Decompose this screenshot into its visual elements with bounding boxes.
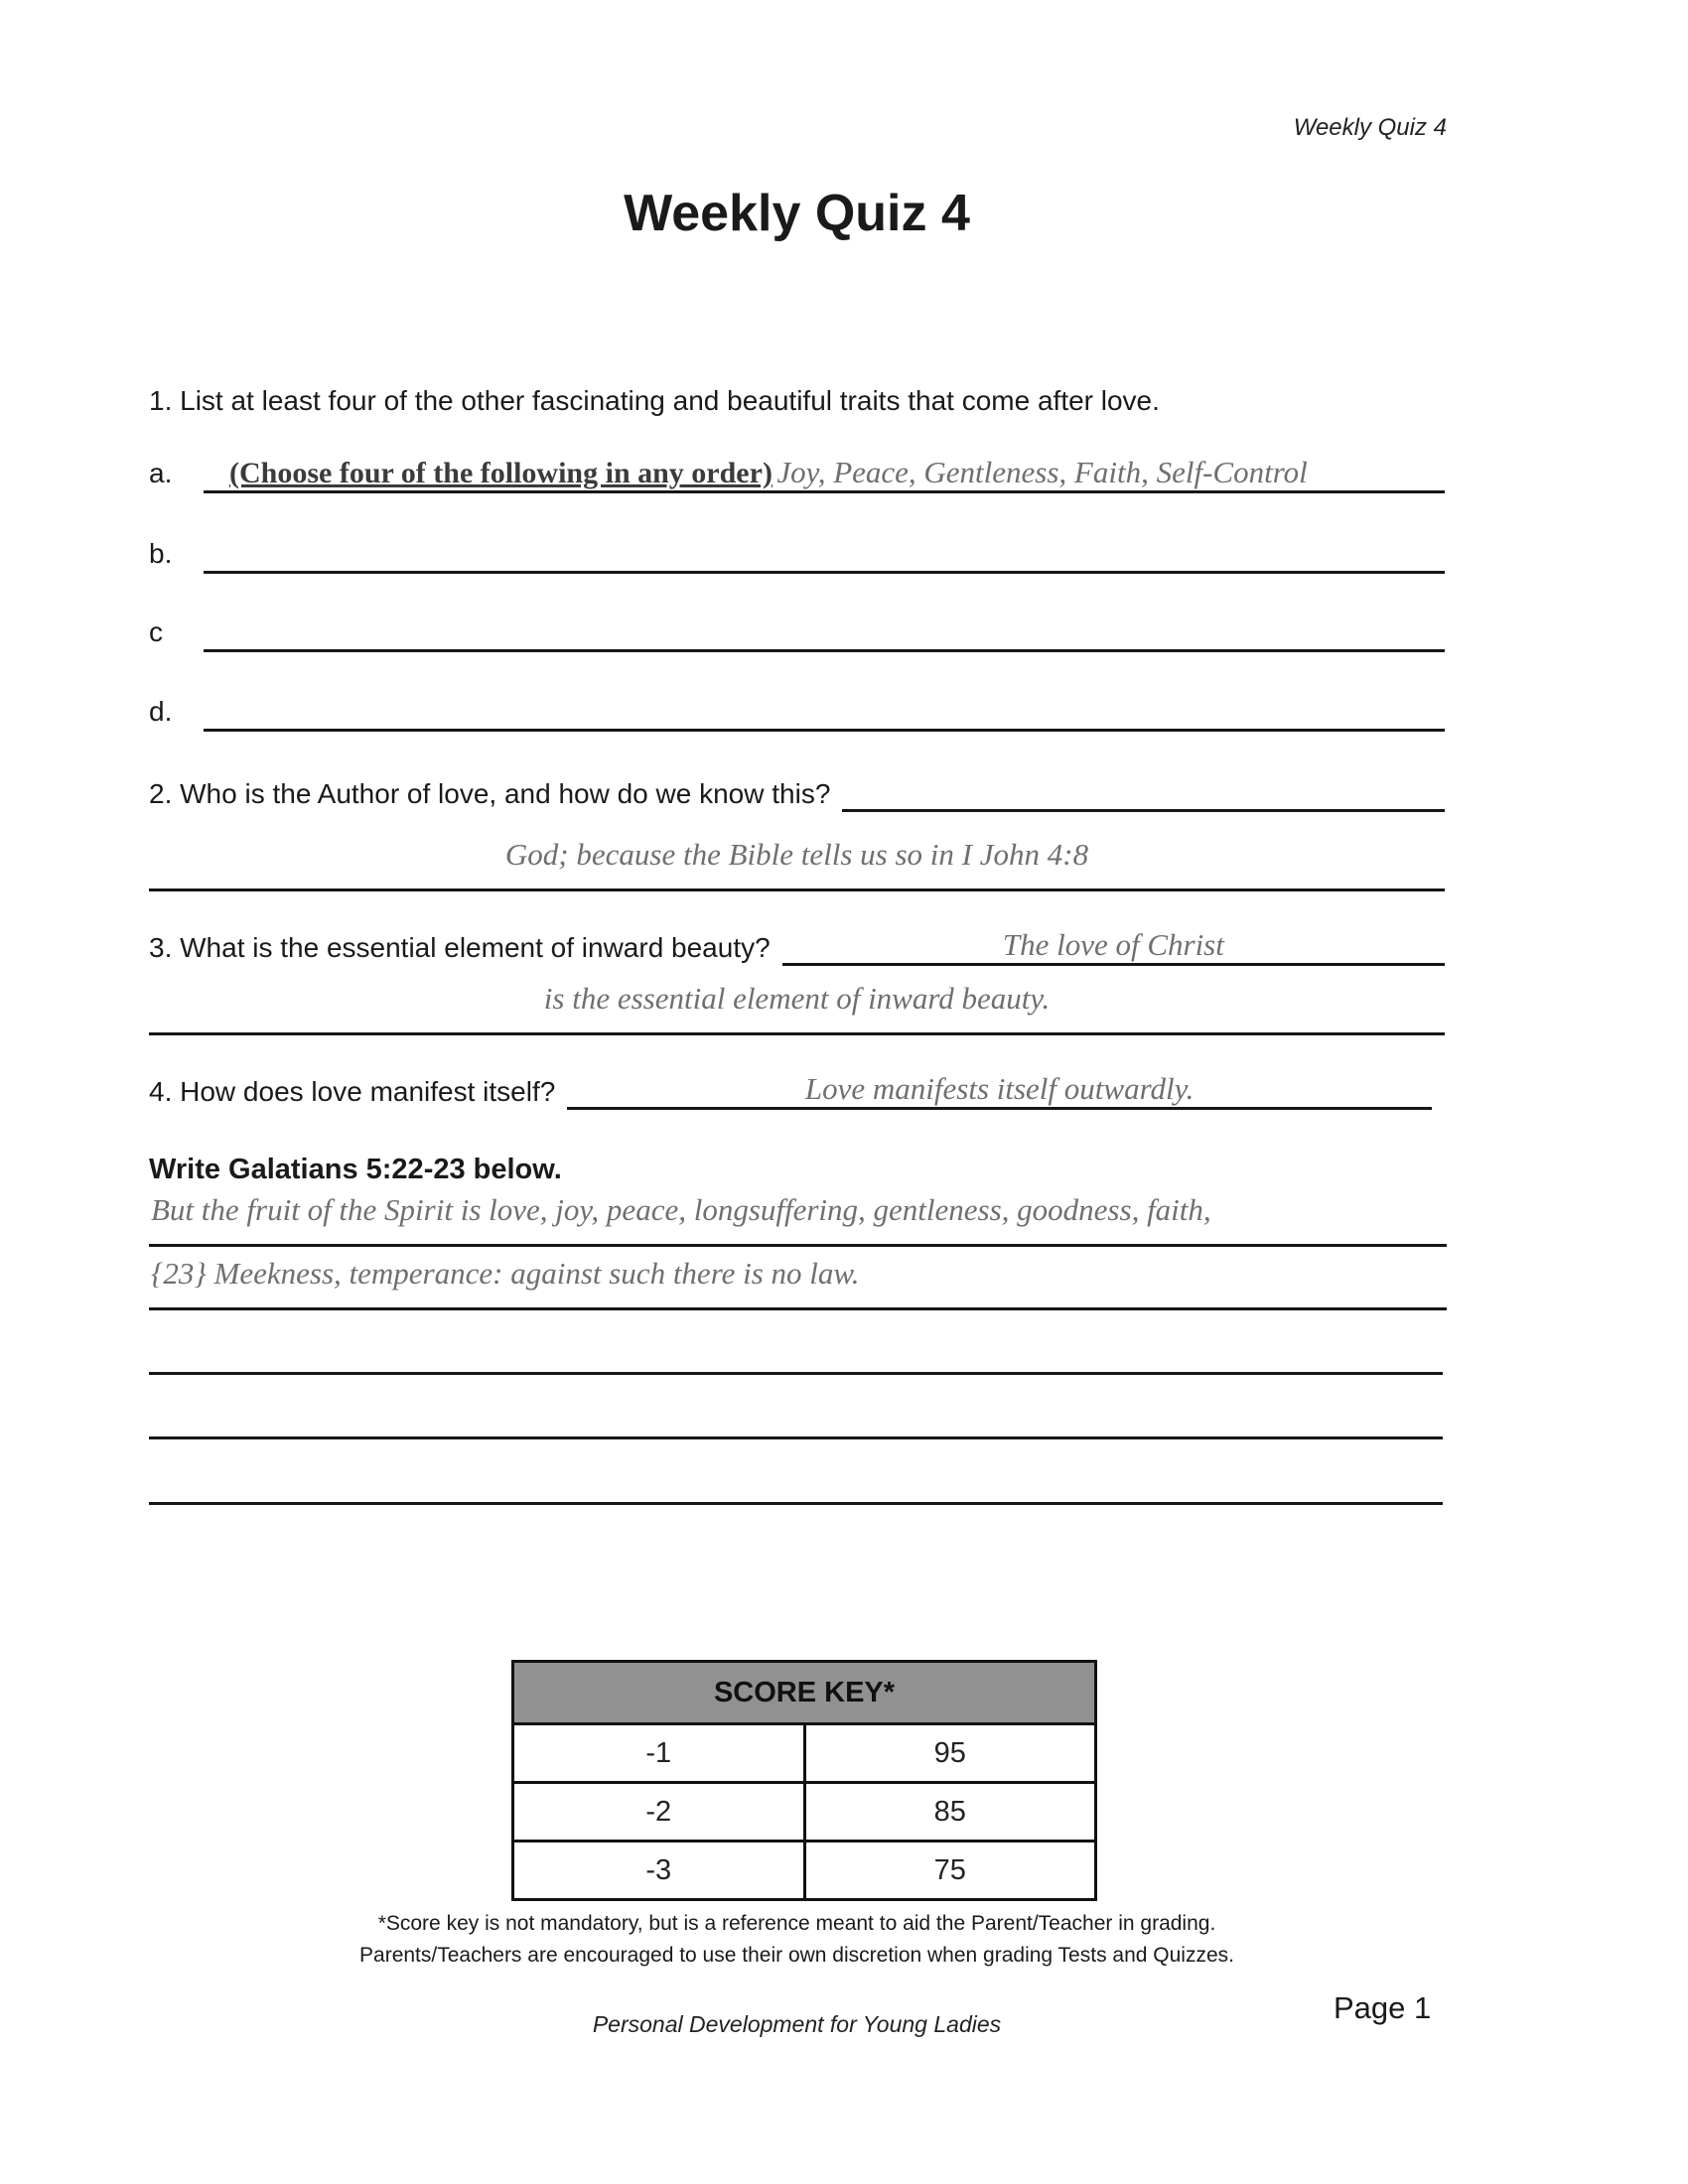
galatians-line-2 bbox=[149, 1256, 1447, 1310]
answer-line-b bbox=[204, 561, 1445, 574]
question-2-row bbox=[149, 770, 1445, 812]
answer-row-a bbox=[149, 445, 1445, 493]
score-key-score: 95 bbox=[804, 1724, 1096, 1783]
page-number: Page 1 bbox=[1334, 1990, 1432, 2025]
table-row bbox=[513, 1783, 1096, 1842]
galatians-text-2: {23} Meekness, temperance: against such there is no law. bbox=[151, 1256, 860, 1291]
answer-row-c bbox=[149, 606, 1445, 652]
score-key-title: SCORE KEY* bbox=[513, 1662, 1096, 1724]
page-title: Weekly Quiz 4 bbox=[624, 185, 970, 242]
answer-row-b bbox=[149, 527, 1445, 574]
question-4-row bbox=[149, 1068, 1432, 1110]
score-key-score: 75 bbox=[804, 1842, 1096, 1900]
question-4-answer-line bbox=[567, 1071, 1432, 1110]
book-title-footer: Personal Development for Young Ladies bbox=[592, 2011, 1002, 2037]
answer-label-d: d. bbox=[149, 696, 173, 727]
answer-label-c: c bbox=[149, 616, 163, 647]
table-row bbox=[513, 1724, 1096, 1783]
blank-answer-line-2 bbox=[149, 1387, 1443, 1439]
answer-a-italic-text: Joy, Peace, Gentleness, Faith, Self-Control bbox=[776, 455, 1308, 489]
question-3-answer-text-2: is the essential element of inward beauty. bbox=[543, 981, 1051, 1016]
running-header: Weekly Quiz 4 bbox=[1293, 114, 1447, 141]
question-3-answer-line-1 bbox=[782, 927, 1445, 966]
question-3-text: 3. What is the essential element of inward beauty? bbox=[149, 932, 771, 963]
question-4-answer-text: Love manifests itself outwardly. bbox=[804, 1071, 1195, 1106]
galatians-line-1 bbox=[149, 1192, 1447, 1247]
score-key-deduction: -2 bbox=[513, 1783, 805, 1842]
question-3-row bbox=[149, 924, 1445, 966]
question-3-answer-text-1: The love of Christ bbox=[1002, 927, 1224, 962]
question-2-inline-line bbox=[842, 809, 1445, 812]
question-2-answer-line bbox=[149, 837, 1445, 891]
question-3-answer-line-2 bbox=[149, 981, 1445, 1035]
answer-line-d bbox=[204, 719, 1445, 732]
score-key-table bbox=[511, 1660, 1097, 1901]
score-key-deduction: -1 bbox=[513, 1724, 805, 1783]
question-4-text: 4. How does love manifest itself? bbox=[149, 1076, 556, 1107]
question-2-answer-text: God; because the Bible tells us so in I John 4:8 bbox=[504, 837, 1089, 872]
table-row bbox=[513, 1842, 1096, 1900]
galatians-heading: Write Galatians 5:22-23 below. bbox=[149, 1154, 562, 1185]
score-key-deduction: -3 bbox=[513, 1842, 805, 1900]
answer-a-bold-text: (Choose four of the following in any order) bbox=[229, 457, 773, 489]
answer-line-a bbox=[204, 455, 1445, 493]
answer-row-d bbox=[149, 685, 1445, 732]
question-2-text: 2. Who is the Author of love, and how do we know this? bbox=[149, 778, 831, 809]
question-1-text: 1. List at least four of the other fascinating and beautiful traits that come after love. bbox=[149, 385, 1160, 416]
galatians-text-1: But the fruit of the Spirit is love, joy, peace, longsuffering, gentleness, goodness, faith, bbox=[151, 1192, 1211, 1227]
score-key-footnote-2: Parents/Teachers are encouraged to use their own discretion when grading Tests and Quizzes. bbox=[359, 1944, 1234, 1967]
answer-line-c bbox=[204, 639, 1445, 652]
answer-label-b: b. bbox=[149, 538, 173, 569]
score-key-footnote-1: *Score key is not mandatory, but is a reference meant to aid the Parent/Teacher in grading. bbox=[377, 1912, 1216, 1935]
answer-label-a: a. bbox=[149, 458, 173, 488]
blank-answer-line-1 bbox=[149, 1322, 1443, 1375]
score-key-score: 85 bbox=[804, 1783, 1096, 1842]
blank-answer-line-3 bbox=[149, 1452, 1443, 1505]
